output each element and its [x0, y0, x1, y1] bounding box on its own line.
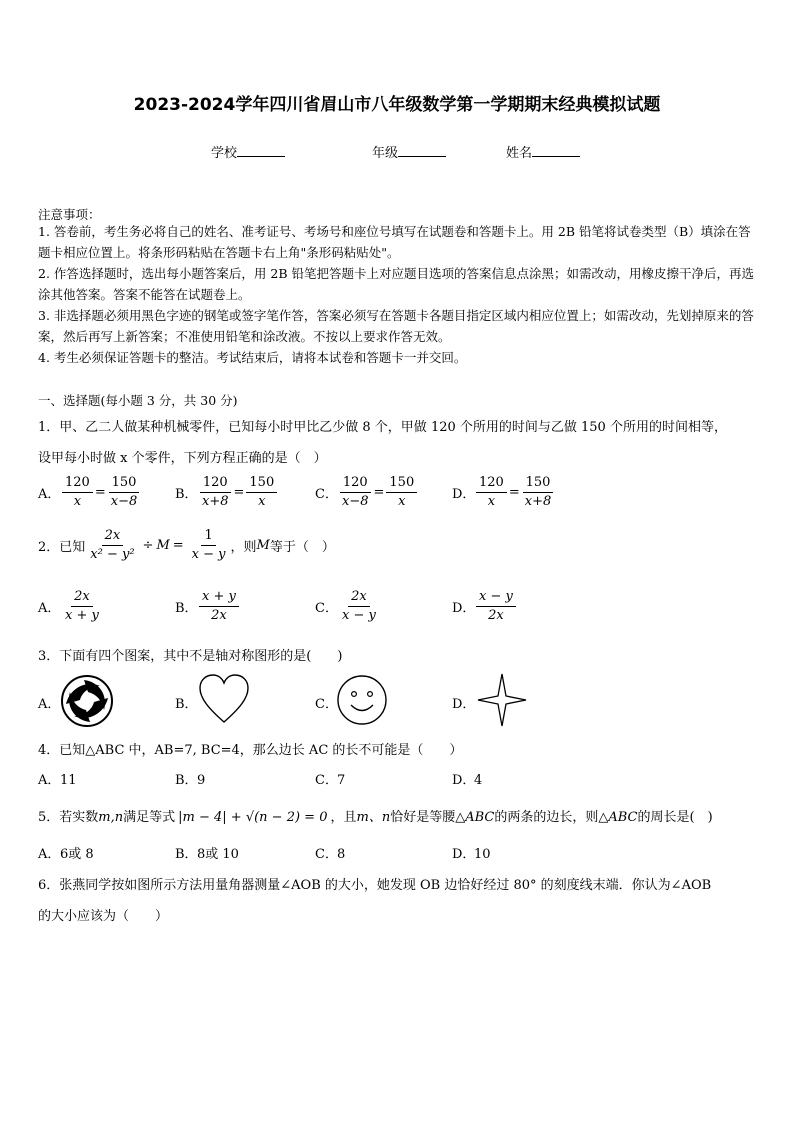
- q3-stem: 3．下面有四个图案，其中不是轴对称图形的是( ): [38, 649, 343, 664]
- q4-option-d[interactable]: D．4: [452, 773, 483, 788]
- swirl-logo-icon: [60, 674, 114, 728]
- q3-option-c-label[interactable]: C．: [315, 697, 338, 712]
- q5-option-b[interactable]: B．8或 10: [175, 847, 239, 862]
- q5-option-d[interactable]: D．10: [452, 847, 491, 862]
- q4-stem: 4．已知△ABC 中，AB=7, BC=4，那么边长 AC 的长不可能是（ ）: [38, 743, 463, 758]
- heart-icon: [198, 672, 250, 726]
- q4-option-c[interactable]: C．7: [315, 773, 346, 788]
- q3-option-d-label[interactable]: D．: [452, 697, 476, 712]
- q6-line2: 的大小应该为（ ）: [38, 909, 169, 924]
- name-field: [506, 142, 580, 161]
- grade-label: 年级: [372, 146, 399, 161]
- section-heading: 一、选择题(每小题 3 分，共 30 分): [38, 393, 238, 408]
- q1-line1: 1．甲、乙二人做某种机械零件，已知每小时甲比乙少做 8 个，甲做 120 个所用的时间与乙做 150 个所用的时间相等，: [38, 420, 727, 435]
- four-point-star-icon: [476, 672, 528, 728]
- page-title: 2023-2024学年四川省眉山市八年级数学第一学期期末经典模拟试题: [133, 95, 661, 115]
- q6-line1: 6．张燕同学按如图所示方法用量角器测量∠AOB 的大小，她发现 OB 边恰好经过 80° 的刻度线末端．你认为∠AOB: [38, 878, 712, 893]
- q2-option-a[interactable]: A． $\frac{2x}{x + y}$: [38, 588, 99, 623]
- q2-option-b[interactable]: B． $\frac{x + y}{2x}$: [175, 582, 241, 630]
- q1-option-c[interactable]: C． $\frac{120}{x-8}$ = $\frac{150}{x}$: [315, 468, 419, 516]
- q4-option-a[interactable]: A．11: [38, 773, 77, 788]
- grade-field: [372, 142, 446, 161]
- notice-item-2: 2. 作答选择题时，选出每小题答案后，用 2B 铅笔把答题卡上对应题目选项的答案信息点涂黑；如需改动，用橡皮擦干净后，再选涂其他答案。答案不能答在试题卷上。: [38, 266, 754, 302]
- q5-option-c[interactable]: C．8: [315, 847, 346, 862]
- school-field: [211, 142, 285, 161]
- q1-option-b[interactable]: B． $\frac{120}{x+8}$ = $\frac{150}{x}$: [175, 468, 279, 516]
- notice-item-4: 4. 考生必须保证答题卡的整洁。考试结束后，请将本试卷和答题卡一并交回。: [38, 350, 467, 365]
- notice-heading: 注意事项：: [38, 207, 101, 222]
- q5-stem: 5．若实数m,n满足等式 |m − 4| + √(n − 2) = 0 ，且m、n恰好是等腰△ABC的两条的边长，则△ABC的周长是( ): [38, 810, 713, 825]
- smiley-face-icon: [336, 674, 388, 726]
- notice-item-1: 1. 答卷前，考生务必将自己的姓名、准考证号、考场号和座位号填写在试题卷和答题卡上。用 2B 铅笔将试卷类型（B）填涂在答题卡相应位置上。将条形码粘贴在答题卡右上角"条形码粘贴处"。: [38, 224, 751, 260]
- q3-option-b-label[interactable]: B．: [175, 697, 198, 712]
- q1-line2: 设甲每小时做 x 个零件，下列方程正确的是（ ）: [38, 451, 327, 466]
- q5-option-a[interactable]: A．6或 8: [38, 847, 94, 862]
- q3-option-a-label[interactable]: A．: [38, 697, 61, 712]
- q4-option-b[interactable]: B．9: [175, 773, 206, 788]
- q2-stem: 2．已知 $\frac{2x}{\text{x² − y²}}$ ÷ M = $\frac{1}{x - y}$ ，则 M 等于（ ）: [38, 527, 335, 562]
- school-label: 学校: [211, 146, 238, 161]
- q1-option-a[interactable]: A． $\frac{120}{x}$ = $\frac{150}{x-8}$: [38, 468, 142, 516]
- q2-option-c[interactable]: C． $\frac{2x}{x - y}$: [315, 588, 376, 623]
- notice-item-3: 3. 非选择题必须用黑色字迹的钢笔或签字笔作答，答案必须写在答题卡各题目指定区域内相应位置上；如需改动，先划掉原来的答案，然后再写上新答案；不准使用铅笔和涂改液。不按以上要求作答无效。: [38, 308, 754, 344]
- q1-option-d[interactable]: D． $\frac{120}{x}$ = $\frac{150}{x+8}$: [452, 468, 556, 516]
- q2-option-d[interactable]: D． $\frac{x - y}{2x}$: [452, 582, 518, 630]
- name-label: 姓名: [506, 146, 533, 161]
